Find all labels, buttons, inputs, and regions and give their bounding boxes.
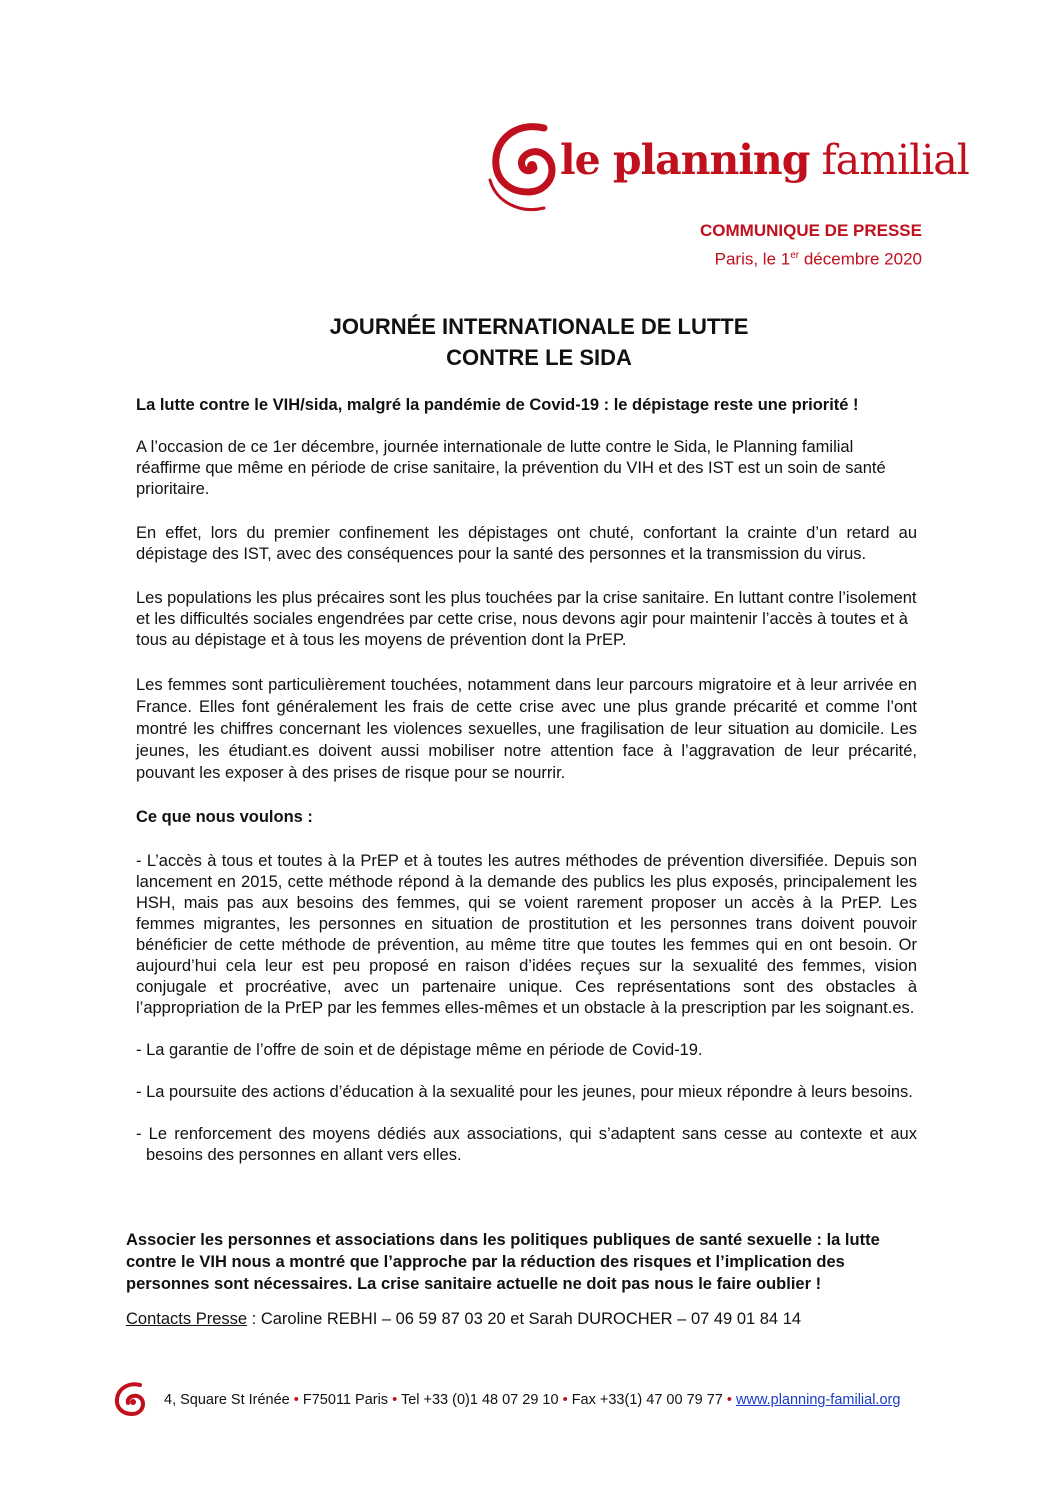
demands-heading: Ce que nous voulons : — [136, 808, 313, 826]
paragraph: Les femmes sont particulièrement touchées, notamment dans leur parcours migratoire et à leur arrivée en France. Elles font généralement les frais de cette crise avec une plus grande précarité et comme l’ont montré les chiffres concernant les violences sexuelles, une fragilisation de leur situation au domicile. Les jeunes, les étudiant.es doivent aussi mobiliser notre attention face à l’aggravation de leur précarité, pouvant les exposer à des prises de risque pour se nourrir. — [136, 676, 917, 782]
footer — [112, 1382, 932, 1418]
paragraph: A l’occasion de ce 1er décembre, journée internationale de lutte contre le Sida, le Planning familial réaffirme que même en période de crise sanitaire, la prévention du VIH et des IST est un soin de santé prioritaire. — [136, 438, 886, 498]
planning-familial-logo — [486, 122, 969, 214]
demand-item: - Le renforcement des moyens dédiés aux associations, qui s’adaptent sans cesse au contexte et aux besoins des personnes en allant vers elles. — [136, 1125, 917, 1164]
date-prefix: Paris, le 1 — [714, 249, 791, 269]
logo-wordmark — [560, 136, 969, 184]
footer-phone: Tel +33 (0)1 48 07 29 10 — [400, 1392, 559, 1408]
spiral-logo-icon — [112, 1382, 152, 1418]
footer-city: F75011 Paris — [302, 1392, 389, 1408]
footer-separator: • — [293, 1392, 299, 1408]
footer-separator: • — [392, 1392, 398, 1408]
contacts-label: Contacts Presse — [126, 1310, 248, 1328]
spiral-logo-icon — [486, 122, 566, 214]
title-line-2: CONTRE LE SIDA — [446, 345, 632, 370]
footer-fax: Fax +33(1) 47 00 79 77 — [571, 1392, 723, 1408]
footer-separator: • — [726, 1392, 732, 1408]
lead-sentence: La lutte contre le VIH/sida, malgré la pandémie de Covid-19 : le dépistage reste une priorité ! — [136, 396, 859, 414]
document-type: COMMUNIQUE DE PRESSE — [700, 221, 922, 240]
demand-item: - La garantie de l’offre de soin et de dépistage même en période de Covid-19. — [136, 1041, 703, 1059]
document-date — [700, 243, 922, 272]
document-body — [136, 395, 917, 1166]
date-superscript: er — [790, 250, 800, 261]
logo-wordmark-bold: le planning — [560, 136, 810, 184]
website-link[interactable]: www.planning-familial.org — [736, 1392, 901, 1408]
logo-wordmark-regular: familial — [821, 136, 969, 184]
title-line-1: JOURNÉE INTERNATIONALE DE LUTTE — [329, 314, 749, 339]
footer-contact-line — [164, 1392, 900, 1408]
paragraph: En effet, lors du premier confinement les dépistages ont chuté, confortant la crainte d’un retard au dépistage des IST, avec des conséquences pour la santé des personnes et la transmission du virus. — [136, 524, 917, 563]
page-title — [0, 311, 1058, 373]
contacts-details: : Caroline REBHI – 06 59 87 03 20 et Sarah DUROCHER – 07 49 01 84 14 — [247, 1310, 802, 1328]
demand-item: - La poursuite des actions d’éducation à la sexualité pour les jeunes, pour mieux répondre à leurs besoins. — [136, 1083, 913, 1101]
footer-separator: • — [562, 1392, 568, 1408]
press-header — [700, 218, 922, 272]
press-contacts — [126, 1310, 801, 1329]
closing-statement: Associer les personnes et associations dans les politiques publiques de santé sexuelle : la lutte contre le VIH nous a montré que l’approche par la réduction des risques et l’implication des personnes sont nécessaires. La crise sanitaire actuelle ne doit pas nous le faire oublier ! — [126, 1231, 880, 1293]
demand-item: - L’accès à tous et toutes à la PrEP et à toutes les autres méthodes de prévention diversifiée. Depuis son lancement en 2015, cette méthode répond à la demande des publics les plus exposés, principalement les HSH, mais pas aux besoins des femmes, qui se voient rarement proposer un accès à la PrEP. Les femmes migrantes, les personnes en situation de prostitution et les personnes trans doivent pouvoir bénéficier de cette méthode de prévention, au même titre que toutes les femmes qui en ont besoin. Or aujourd’hui cela leur est peu proposé en raison d’idées reçues sur la sexualité des femmes, vision conjugale et procréative, avec un partenaire unique. Ces représentations sont des obstacles à l’appropriation de la PrEP par les femmes elles-mêmes et un obstacle à la prescription par les soignant.es. — [136, 852, 917, 1017]
footer-address: 4, Square St Irénée — [164, 1392, 290, 1408]
date-suffix: décembre 2020 — [799, 249, 922, 269]
paragraph: Les populations les plus précaires sont les plus touchées par la crise sanitaire. En luttant contre l’isolement et les difficultés sociales engendrées par cette crise, nous devons agir pour maintenir l’accès à toutes et à tous au dépistage et à tous les moyens de prévention dont la PrEP. — [136, 589, 917, 649]
